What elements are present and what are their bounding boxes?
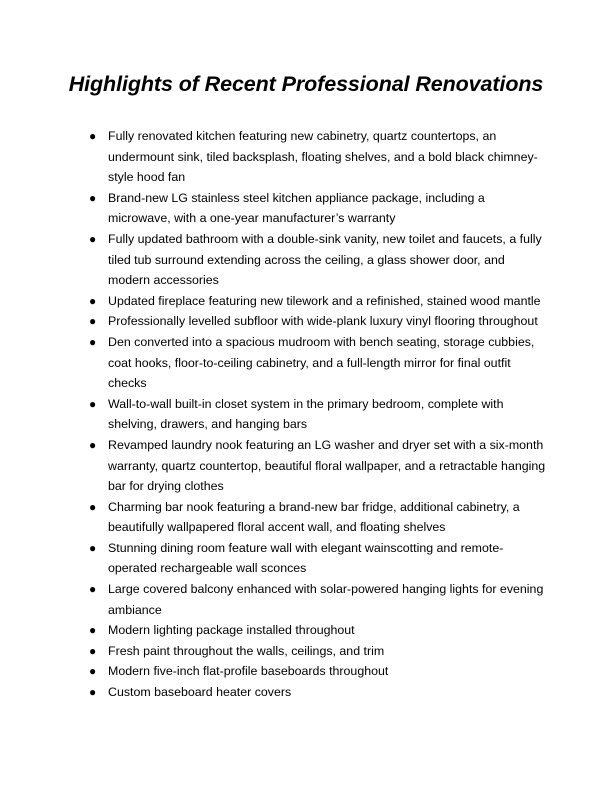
list-item — [89, 394, 548, 435]
list-item-text: Large covered balcony enhanced with solar-powered hanging lights for evening ambiance — [108, 582, 544, 617]
list-item-text: Custom baseboard heater covers — [108, 685, 292, 700]
list-item — [89, 661, 548, 682]
list-item — [89, 332, 548, 394]
bullet-icon: ● — [89, 582, 97, 597]
list-item-text: Professionally levelled subfloor with wide-plank luxury vinyl flooring throughout — [108, 314, 538, 329]
list-item-text: Fully renovated kitchen featuring new cabinetry, quartz countertops, an undermount sink, tiled backsplash, floating shelves, and a bold black chimney-style hood fan — [108, 129, 538, 185]
bullet-icon: ● — [89, 396, 97, 411]
bullet-icon: ● — [89, 685, 97, 700]
list-item — [89, 311, 548, 332]
list-item — [89, 229, 548, 291]
list-item-text: Fully updated bathroom with a double-sink vanity, new toilet and faucets, a fully tiled tub surround extending across the ceiling, a glass shower door, and modern accessories — [108, 231, 542, 288]
list-item-text: Revamped laundry nook featuring an LG washer and dryer set with a six-month warranty, quartz countertop, beautiful floral wallpaper, and a retractable hanging bar for drying clothes — [108, 437, 546, 494]
list-item — [89, 579, 548, 620]
list-item — [89, 538, 548, 579]
list-item — [89, 188, 548, 229]
renovation-highlights-list — [89, 126, 548, 703]
list-item — [89, 435, 548, 497]
list-item — [89, 126, 548, 188]
bullet-icon: ● — [89, 231, 97, 246]
list-item-text: Modern lighting package installed throughout — [108, 623, 355, 638]
list-item — [89, 291, 548, 312]
list-item — [89, 682, 548, 703]
list-item-text: Brand-new LG stainless steel kitchen appliance package, including a microwave, with a one-year manufacturer’s warranty — [108, 190, 485, 226]
list-item-text: Wall-to-wall built-in closet system in the primary bedroom, complete with shelving, drawers, and hanging bars — [108, 396, 504, 432]
list-item — [89, 641, 548, 662]
list-item-text: Stunning dining room feature wall with elegant wainscotting and remote-operated rechargeable wall sconces — [108, 540, 504, 576]
bullet-icon: ● — [89, 129, 97, 143]
bullet-icon: ● — [89, 664, 97, 679]
bullet-icon: ● — [89, 190, 97, 205]
bullet-icon: ● — [89, 499, 97, 514]
bullet-icon: ● — [89, 540, 97, 555]
list-item — [89, 620, 548, 641]
bullet-icon: ● — [89, 643, 97, 658]
document-title: Highlights of Recent Professional Renovations — [68, 72, 544, 96]
list-item-text: Charming bar nook featuring a brand-new bar fridge, additional cabinetry, a beautifully wallpapered floral accent wall, and floating shelves — [108, 499, 520, 535]
list-item-text: Den converted into a spacious mudroom with bench seating, storage cubbies, coat hooks, floor-to-ceiling cabinetry, and a full-length mirror for final outfit checks — [108, 334, 535, 391]
bullet-icon: ● — [89, 293, 97, 308]
list-item — [89, 497, 548, 538]
list-item-text: Fresh paint throughout the walls, ceilings, and trim — [108, 643, 385, 658]
list-item-text: Modern five-inch flat-profile baseboards throughout — [108, 664, 389, 679]
bullet-icon: ● — [89, 437, 97, 452]
bullet-icon: ● — [89, 334, 97, 349]
list-item-text: Updated fireplace featuring new tilework and a refinished, stained wood mantle — [108, 293, 541, 308]
bullet-icon: ● — [89, 314, 97, 329]
bullet-icon: ● — [89, 623, 97, 638]
